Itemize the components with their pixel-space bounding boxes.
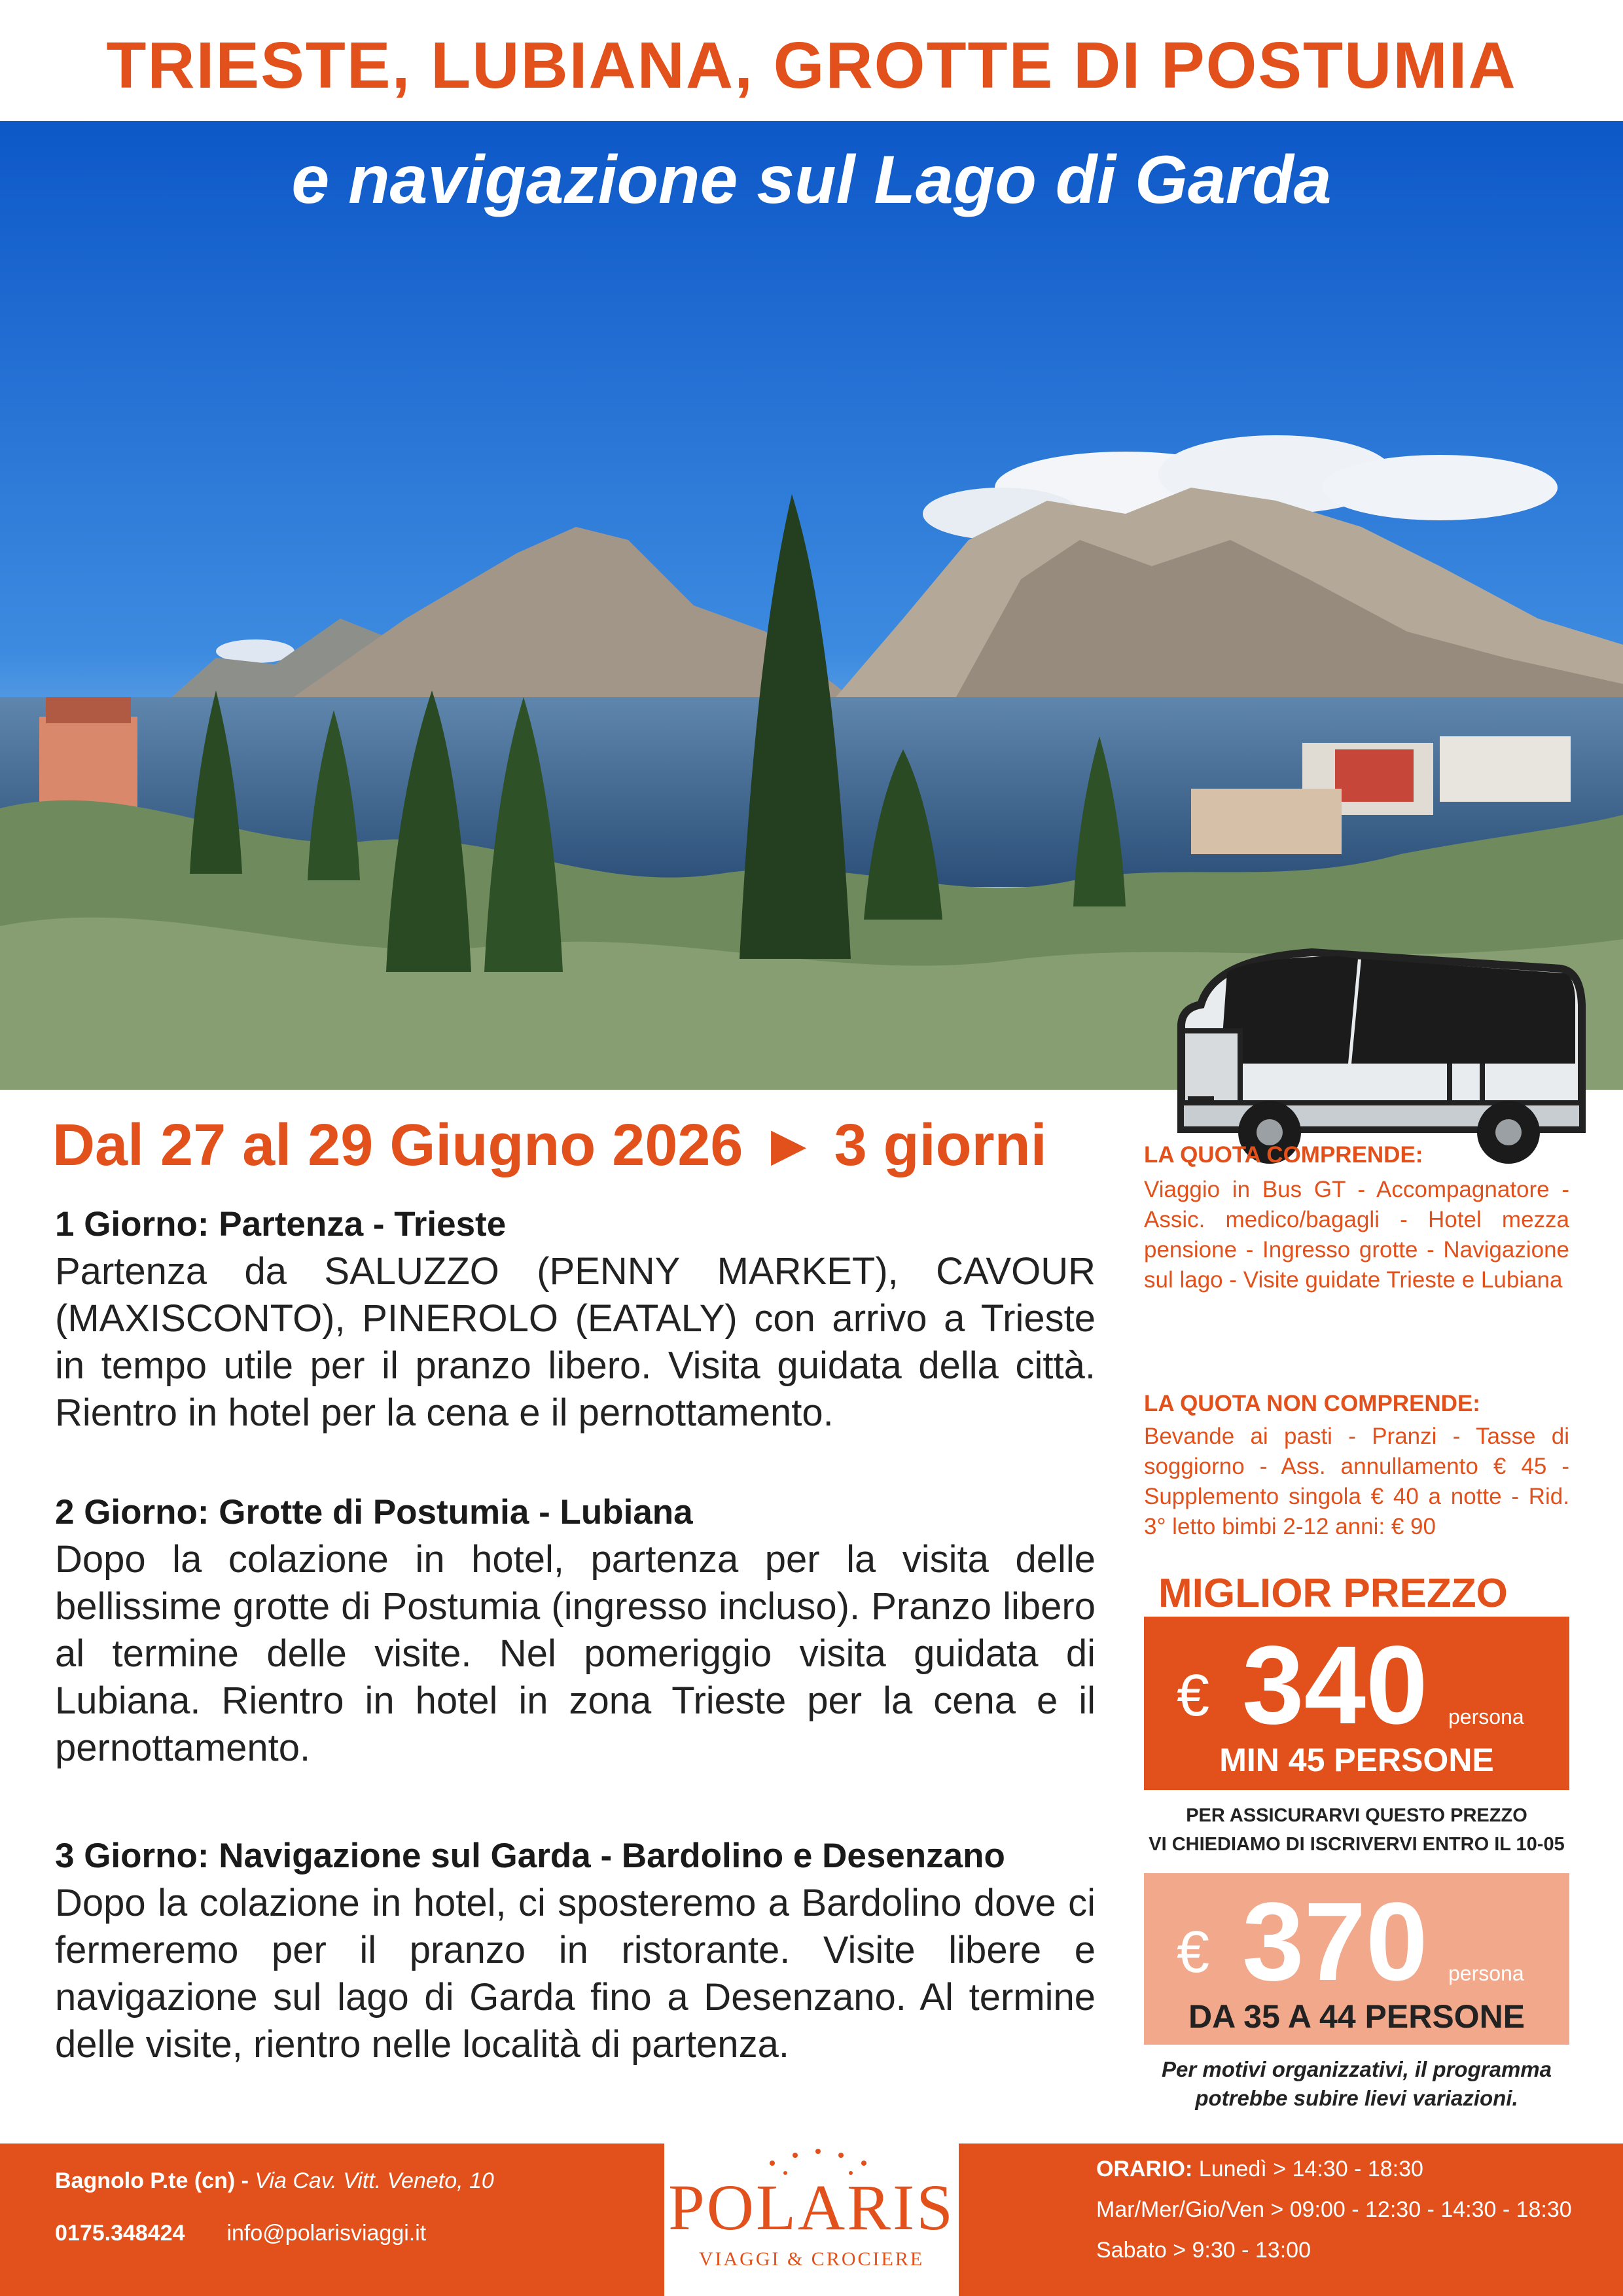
hours-monday: Lunedì > 14:30 - 18:30 [1198, 2157, 1423, 2181]
footer-location: Bagnolo P.te (cn) - [55, 2168, 255, 2193]
disclaimer: Per motivi organizzativi, il programma potrebbe subire lievi variazioni. [1162, 2057, 1552, 2110]
price-2-amount: 370 [1242, 1880, 1428, 2004]
page-subtitle: e navigazione sul Lago di Garda [291, 142, 1332, 218]
day-1-text: Partenza da SALUZZO (PENNY MARKET), CAVOUR (MAXISCONTO), PINEROLO (EATALY) con arrivo a Trieste in tempo utile per il pranzo libero. Visita guidata della città. Rientro in hotel per la cena e il pernottamento. [55, 1250, 1096, 1434]
includes-text: Viaggio in Bus GT - Accompagnatore - Assic. medico/bagagli - Hotel mezza pensione - Ingresso grotte - Navigazione sul lago - Visite guidate Trieste e Lubiana [1144, 1177, 1569, 1293]
footer-email[interactable]: info@polarisviaggi.it [226, 2221, 427, 2246]
page-title: TRIESTE, LUBIANA, GROTTE DI POSTUMIA [106, 29, 1517, 102]
price-2-unit: persona [1448, 1962, 1524, 1985]
day-1-title: 1 Giorno: Partenza - Trieste [55, 1205, 507, 1244]
day-3-title: 3 Giorno: Navigazione sul Garda - Bardolino e Desenzano [55, 1837, 1005, 1875]
day-1 [55, 1201, 1096, 1437]
price-2-euro: € [1177, 1920, 1210, 1985]
footer-address-line [55, 2168, 494, 2194]
footer-contacts [55, 2221, 426, 2246]
hours-label: ORARIO: [1096, 2157, 1193, 2181]
day-2-title: 2 Giorno: Grotte di Postumia - Lubiana [55, 1493, 693, 1532]
footer-phone: 0175.348424 [55, 2221, 185, 2246]
footer-address: Via Cav. Vitt. Veneto, 10 [255, 2168, 494, 2193]
booking-note-line-1: PER ASSICURARVI QUESTO PREZZO [1186, 1805, 1527, 1826]
day-3-text: Dopo la colazione in hotel, ci sposteremo a Bardolino dove ci fermeremo per il pranzo in ristorante. Visite libere e navigazione sul lago di Garda fino a Desenzano. Al termine delle visite, rientro nelle località di partenza. [55, 1882, 1096, 2066]
hours-line-3: Sabato > 9:30 - 13:00 [1096, 2238, 1311, 2263]
booking-note-line-2: VI CHIEDIAMO DI ISCRIVERVI ENTRO IL 10-05 [1149, 1834, 1565, 1855]
bus-icon [1142, 933, 1600, 1175]
hours-line-2: Mar/Mer/Gio/Ven > 09:00 - 12:30 - 14:30 - 18:30 [1096, 2197, 1572, 2222]
excludes-label: LA QUOTA NON COMPRENDE: [1144, 1391, 1480, 1416]
excludes-text: Bevande ai pasti - Pranzi - Tasse di soggiorno - Ass. annullamento € 45 - Supplemento singola € 40 a notte - Rid. 3° letto bimbi 2-12 anni: € 90 [1144, 1424, 1569, 1539]
trip-dates: Dal 27 al 29 Giugno 2026 ► 3 giorni [52, 1113, 1047, 1178]
price-1-amount: 340 [1242, 1623, 1428, 1748]
best-price-label: MIGLIOR PREZZO [1158, 1571, 1508, 1616]
logo-tagline: VIAGGI & CROCIERE [698, 2248, 925, 2270]
day-2 [55, 1489, 1096, 1772]
price-box-min-45 [1144, 1617, 1569, 1790]
price-1-unit: persona [1448, 1705, 1524, 1729]
price-2-condition: DA 35 A 44 PERSONE [1188, 1998, 1525, 2035]
footer [0, 2144, 1623, 2296]
hours-line-1 [1096, 2157, 1423, 2182]
includes-label: LA QUOTA COMPRENDE: [1144, 1142, 1423, 1168]
price-1-condition: MIN 45 PERSONE [1219, 1742, 1494, 1778]
logo-name: POLARIS [668, 2171, 955, 2244]
price-1-euro: € [1177, 1663, 1210, 1729]
price-box-35-44 [1144, 1873, 1569, 2045]
day-2-text: Dopo la colazione in hotel, partenza per la visita delle bellissime grotte di Postumia (ingresso incluso). Pranzo libero al termine delle visite. Nel pomeriggio visita guidata di Lubiana. Rientro in hotel in zona Trieste per la cena e il pernottamento. [55, 1538, 1096, 1769]
polaris-logo [664, 2144, 959, 2296]
day-3 [55, 1833, 1096, 2068]
